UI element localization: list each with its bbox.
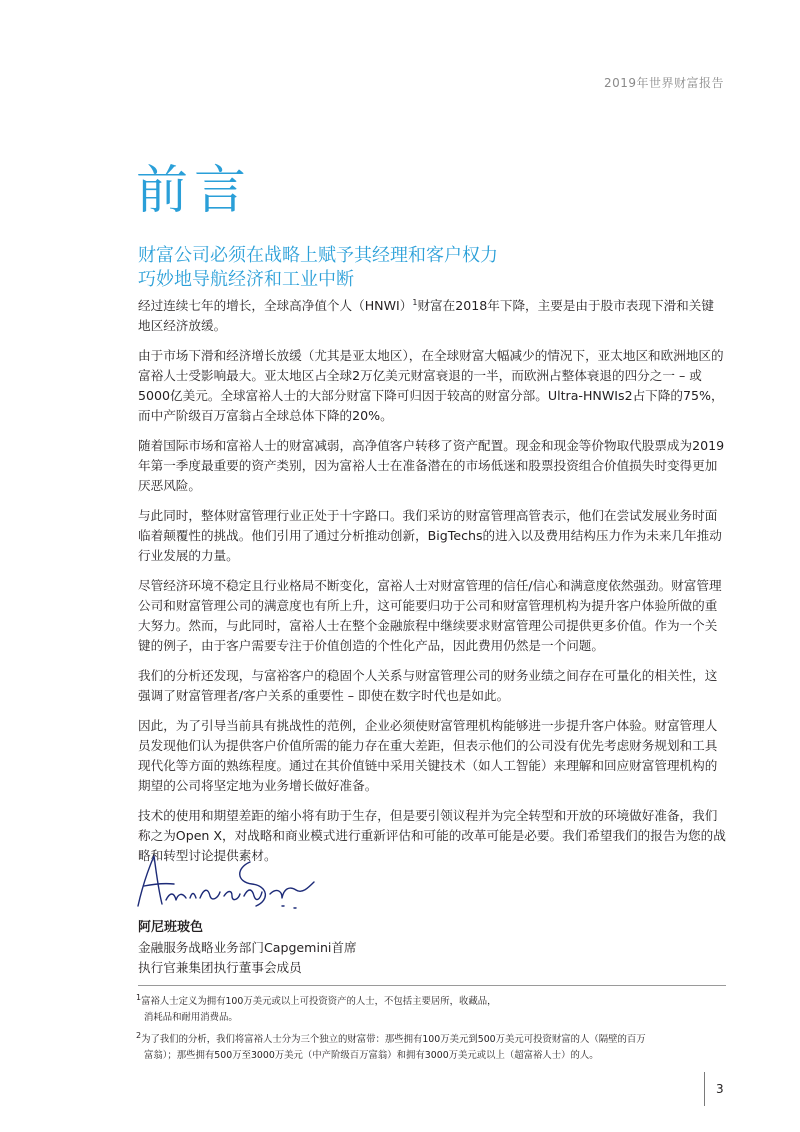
paragraph-1-end: 财富在2018年下降，主要是由于股市表现下滑和关键地区经济放缓。 — [138, 298, 714, 333]
paragraph-1-start: 经过连续七年的增长，全球高净值个人（HNWI） — [138, 298, 413, 313]
body-text — [138, 296, 726, 876]
subtitle-line-1: 财富公司必须在战略上赋予其经理和客户权力 — [138, 245, 498, 266]
footnote-1-marker: 1 — [136, 992, 142, 1002]
paragraph-4: 与此同时，整体财富管理行业正处于十字路口。我们采访的财富管理高管表示，他们在尝试发展业务时面临着颠覆性的挑战。他们引用了通过分析推动创新，BigTechs的进入以及费用结构压力作为未来几年推动行业发展的力量。 — [138, 508, 722, 563]
footnote-2-line-2: 富翁）；那些拥有500万至3000万美元（中产阶级百万富翁）和拥有3000万美元或以上（超富裕人士）的人。 — [144, 1050, 599, 1061]
signer-title-line-1: 金融服务战略业务部门Capgemini首席 — [138, 940, 357, 955]
signer-block — [138, 918, 538, 978]
paragraph-2: 由于市场下滑和经济增长放缓（尤其是亚太地区），在全球财富大幅减少的情况下，亚太地区和欧洲地区的富裕人士受影响最大。亚太地区占全球2万亿美元财富衰退的一半，而欧洲占整体衰退的四分之一 – 或5000亿美元。全球富裕人士的大部分财富下降可归因于较高的财富分部。Ultra-HNWIs2占下降的75%，而中产阶级百万富翁占全球总体下降的20%。 — [138, 348, 724, 423]
footnote-1-line-2: 消耗品和耐用消费品。 — [144, 1012, 238, 1023]
paragraph-5: 尽管经济环境不稳定且行业格局不断变化，富裕人士对财富管理的信任/信心和满意度依然强劲。财富管理公司和财富管理公司的满意度也有所上升，这可能要归功于公司和财富管理机构为提升客户体验所做的重大努力。然而，与此同时，富裕人士在整个金融旅程中继续要求财富管理公司提供更多价值。作为一个关键的例子，由于客户需要专注于价值创造的个性化产品，因此费用仍然是一个问题。 — [138, 578, 722, 653]
handwritten-signature — [132, 848, 322, 920]
running-header: 2019年世界财富报告 — [603, 76, 724, 90]
footnote-ref-1: 1 — [412, 297, 418, 307]
footnote-divider — [138, 985, 726, 986]
footnote-1-line-1: 富裕人士定义为拥有100万美元或以上可投资资产的人士，不包括主要居所，收藏品， — [141, 996, 497, 1007]
signer-name: 阿尼班玻色 — [138, 920, 204, 935]
footnotes — [136, 994, 728, 1070]
footnote-1 — [136, 994, 728, 1026]
page-number: 3 — [716, 1082, 724, 1096]
paragraph-1 — [138, 296, 726, 336]
paragraph-3: 随着国际市场和富裕人士的财富减弱，高净值客户转移了资产配置。现金和现金等价物取代股票成为2019年第一季度最重要的资产类别，因为富裕人士在准备潜在的市场低迷和股票投资组合价值损失时变得更加厌恶风险。 — [138, 438, 725, 493]
footnote-2 — [136, 1032, 728, 1064]
paragraph-6: 我们的分析还发现，与富裕客户的稳固个人关系与财富管理公司的财务业绩之间存在可量化的相关性，这强调了财富管理者/客户关系的重要性 – 即使在数字时代也是如此。 — [138, 668, 718, 703]
page-subtitle — [138, 244, 698, 292]
subtitle-line-2: 巧妙地导航经济和工业中断 — [138, 269, 354, 290]
signer-title-line-2: 执行官兼集团执行董事会成员 — [138, 960, 302, 975]
page-number-divider — [704, 1072, 705, 1106]
page-title: 前言 — [136, 161, 253, 221]
paragraph-7: 因此，为了引导当前具有挑战性的范例，企业必须使财富管理机构能够进一步提升客户体验。财富管理人员发现他们认为提供客户价值所需的能力存在重大差距，但表示他们的公司没有优先考虑财务规划和工具现代化等方面的熟练程度。通过在其价值链中采用关键技术（如人工智能）来理解和回应财富管理机构的期望的公司将坚定地为业务增长做好准备。 — [138, 718, 718, 793]
footnote-2-marker: 2 — [136, 1030, 142, 1040]
footnote-2-line-1: 为了我们的分析，我们将富裕人士分为三个独立的财富带：那些拥有100万美元到500万美元可投资财富的人（隔壁的百万 — [141, 1034, 646, 1045]
paragraph-8: 技术的使用和期望差距的缩小将有助于生存，但是要引领议程并为完全转型和开放的环境做好准备，我们称之为Open X，对战略和商业模式进行重新评估和可能的改革可能是必要。我们希望我们的报告为您的战略和转型讨论提供素材。 — [138, 808, 726, 863]
